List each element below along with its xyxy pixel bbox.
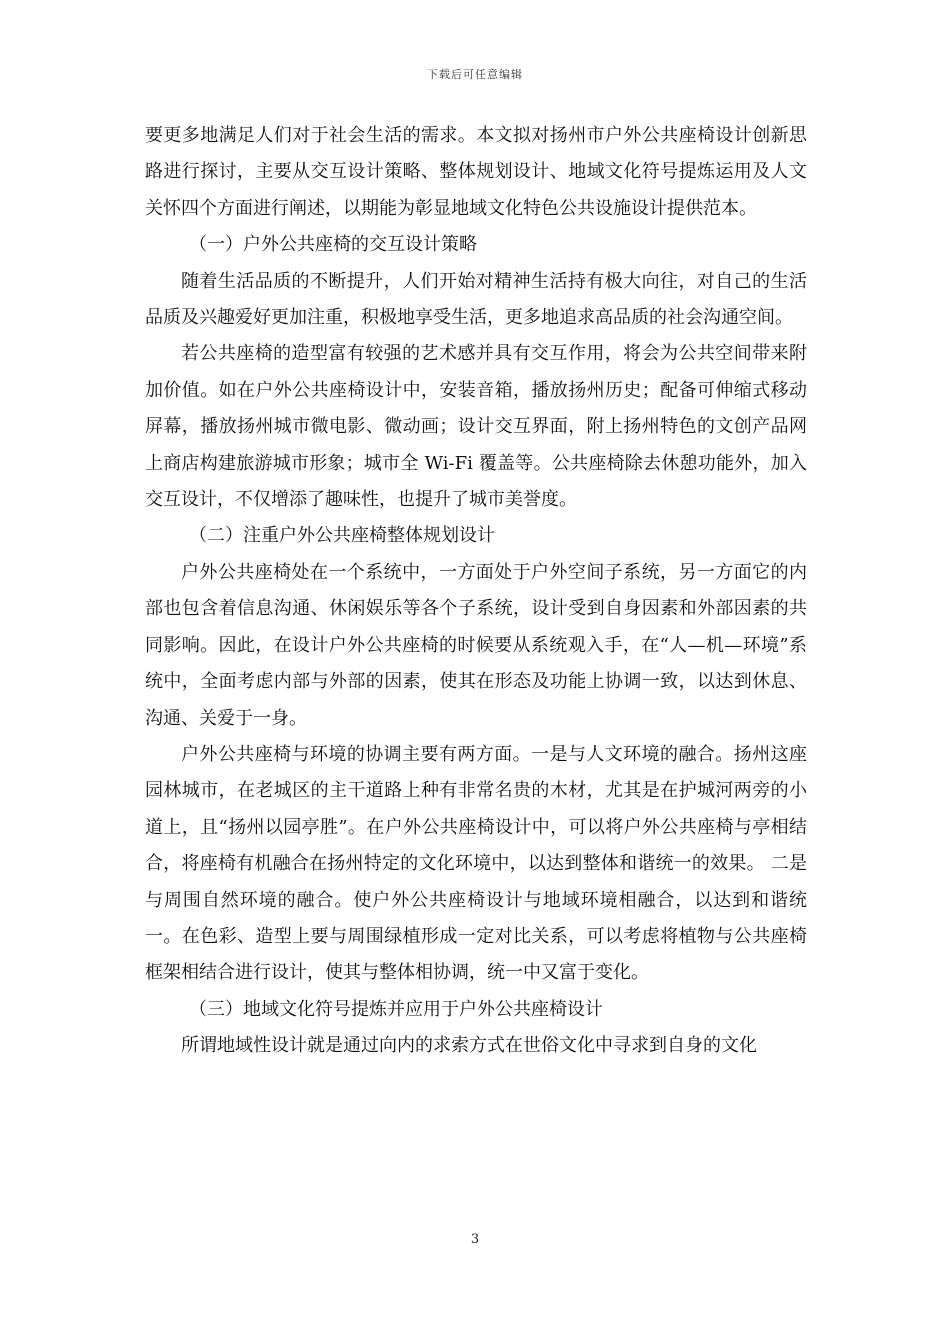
paragraph-4: 户外公共座椅与环境的协调主要有两方面。一是与人文环境的融合。扬州这座园林城市，在老城区的主干道路上种有非常名贵的木材，尤其是在护城河两旁的小道上，且“扬州以园亭胜”。在户外公共座椅设计中，可以将户外公共座椅与亭相结合，将座椅有机融合在扬州特定的文化环境中，以达到整体和谐统一的效果。 二是与周围自然环境的融合。使户外公共座椅设计与地域环境相融合，以达到和谐统一。在色彩、造型上要与周围绿植形成一定对比关系，可以考虑将植物与公共座椅框架相结合进行设计，使其与整体相协调，统一中又富于变化。 — [145, 743, 807, 984]
section-heading-1: （一）户外公共座椅的交互设计策略 — [189, 234, 477, 256]
section-heading-2: （二）注重户外公共座椅整体规划设计 — [189, 525, 495, 547]
paragraph-3: 户外公共座椅处在一个系统中，一方面处于户外空间子系统，另一方面它的内部也包含着信息沟通、休闲娱乐等各个子系统，设计受到自身因素和外部因素的共同影响。因此，在设计户外公共座椅的时候要从系统观入手，在“人—机—环境”系统中，全面考虑内部与外部的因素，使其在形态及功能上协调一致，以达到休息、沟通、关爱于一身。 — [145, 561, 807, 729]
document-body — [145, 118, 807, 1065]
paragraph-2: 若公共座椅的造型富有较强的艺术感并具有交互作用，将会为公共空间带来附加价值。如在户外公共座椅设计中，安装音箱，播放扬州历史；配备可伸缩式移动屏幕，播放扬州城市微电影、微动画；设计交互界面，附上扬州特色的文创产品网上商店构建旅游城市形象；城市全 Wi-Fi 覆盖等。公共座椅除去休憩功能外，加入交互设计，不仅增添了趣味性，也提升了城市美誉度。 — [145, 343, 807, 511]
paragraph-intro-continued: 要更多地满足人们对于社会生活的需求。本文拟对扬州市户外公共座椅设计创新思路进行探讨，主要从交互设计策略、整体规划设计、地域文化符号提炼运用及人文关怀四个方面进行阐述，以期能为彰显地域文化特色公共设施设计提供范本。 — [145, 125, 807, 219]
page-header: 下载后可任意编辑 — [427, 68, 523, 81]
section-heading-3: （三）地域文化符号提炼并应用于户外公共座椅设计 — [189, 998, 603, 1020]
paragraph-1: 随着生活品质的不断提升，人们开始对精神生活持有极大向往，对自己的生活品质及兴趣爱好更加注重，积极地享受生活，更多地追求高品质的社会沟通空间。 — [145, 270, 807, 329]
paragraph-5: 所谓地域性设计就是通过向内的求索方式在世俗文化中寻求到自身的文化 — [181, 1035, 757, 1057]
page-number: 3 — [470, 1232, 480, 1247]
